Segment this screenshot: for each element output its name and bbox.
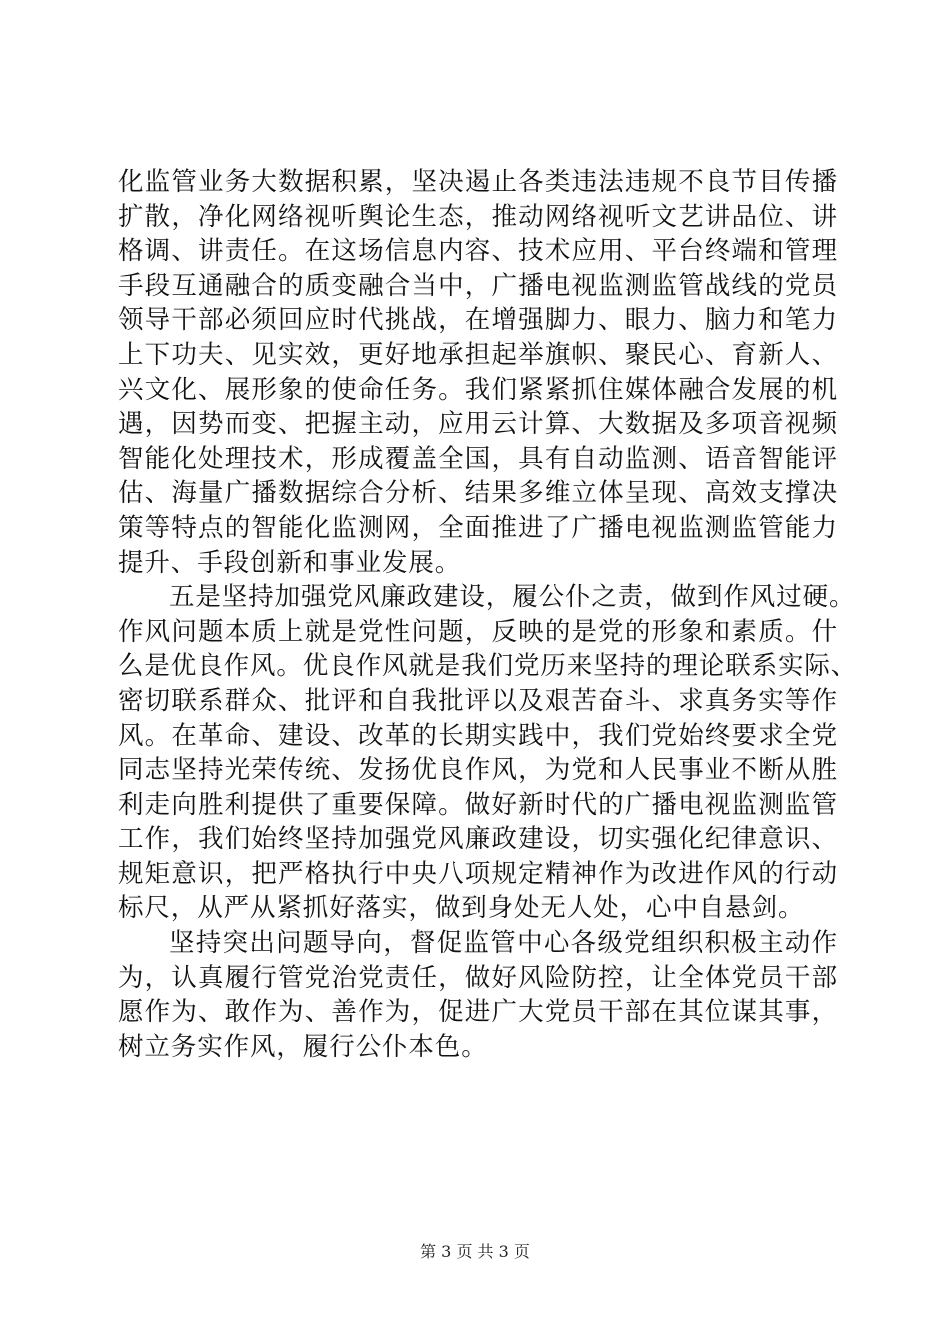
text-line: 风。在革命、建设、改革的长期实践中，我们党始终要求全党 (118, 720, 838, 751)
text-line: 智能化处理技术，形成覆盖全国，具有自动监测、语音智能评 (118, 443, 838, 474)
text-line: 坚持突出问题导向，督促监管中心各级党组织积极主动作 (169, 928, 838, 959)
text-line: 化监管业务大数据积累，坚决遏止各类违法违规不良节目传播 (118, 167, 838, 197)
text-line: 策等特点的智能化监测网，全面推进了广播电视监测监管能力 (118, 512, 838, 543)
text-line: 兴文化、展形象的使命任务。我们紧紧抓住媒体融合发展的机 (118, 374, 838, 405)
text-line: 利走向胜利提供了重要保障。做好新时代的广播电视监测监管 (118, 789, 838, 820)
text-line: 规矩意识，把严格执行中央八项规定精神作为改进作风的行动 (118, 858, 838, 889)
text-line: 手段互通融合的质变融合当中，广播电视监测监管战线的党员 (118, 270, 838, 301)
paragraph-1 (118, 165, 838, 580)
text-line: 愿作为、敢作为、善作为，促进广大党员干部在其位谋其事， (118, 997, 838, 1028)
text-line: 为，认真履行管党治党责任，做好风险防控，让全体党员干部 (118, 962, 838, 993)
document-body (118, 165, 858, 1064)
text-line: 么是优良作风。优良作风就是我们党历来坚持的理论联系实际、 (118, 651, 858, 682)
page-number-label: 第 3 页 共 3 页 (420, 1242, 530, 1261)
text-line: 上下功夫、见实效，更好地承担起举旗帜、聚民心、育新人、 (118, 339, 838, 370)
paragraph-2 (118, 580, 858, 926)
text-line: 密切联系群众、批评和自我批评以及艰苦奋斗、求真务实等作 (118, 685, 838, 716)
paragraph-3 (118, 926, 838, 1064)
text-line: 遇，因势而变、把握主动，应用云计算、大数据及多项音视频 (118, 409, 838, 440)
text-line: 领导干部必须回应时代挑战，在增强脚力、眼力、脑力和笔力 (118, 305, 838, 336)
text-line: 工作，我们始终坚持加强党风廉政建设，切实强化纪律意识、 (118, 824, 838, 855)
text-line: 估、海量广播数据综合分析、结果多维立体呈现、高效支撑决 (118, 478, 838, 509)
text-line: 作风问题本质上就是党性问题，反映的是党的形象和素质。什 (118, 616, 838, 647)
text-line: 格调、讲责任。在这场信息内容、技术应用、平台终端和管理 (118, 236, 838, 267)
text-line: 标尺，从严从紧抓好落实，做到身处无人处，心中自悬剑。 (118, 893, 805, 924)
text-line: 五是坚持加强党风廉政建设，履公仆之责，做到作风过硬。 (169, 582, 856, 613)
text-line: 扩散，净化网络视听舆论生态，推动网络视听文艺讲品位、讲 (118, 201, 838, 232)
text-line: 提升、手段创新和事业发展。 (118, 547, 462, 578)
text-line: 树立务实作风，履行公仆本色。 (118, 1031, 488, 1062)
text-line: 同志坚持光荣传统、发扬优良作风，为党和人民事业不断从胜 (118, 755, 838, 786)
page-footer (0, 1242, 950, 1262)
